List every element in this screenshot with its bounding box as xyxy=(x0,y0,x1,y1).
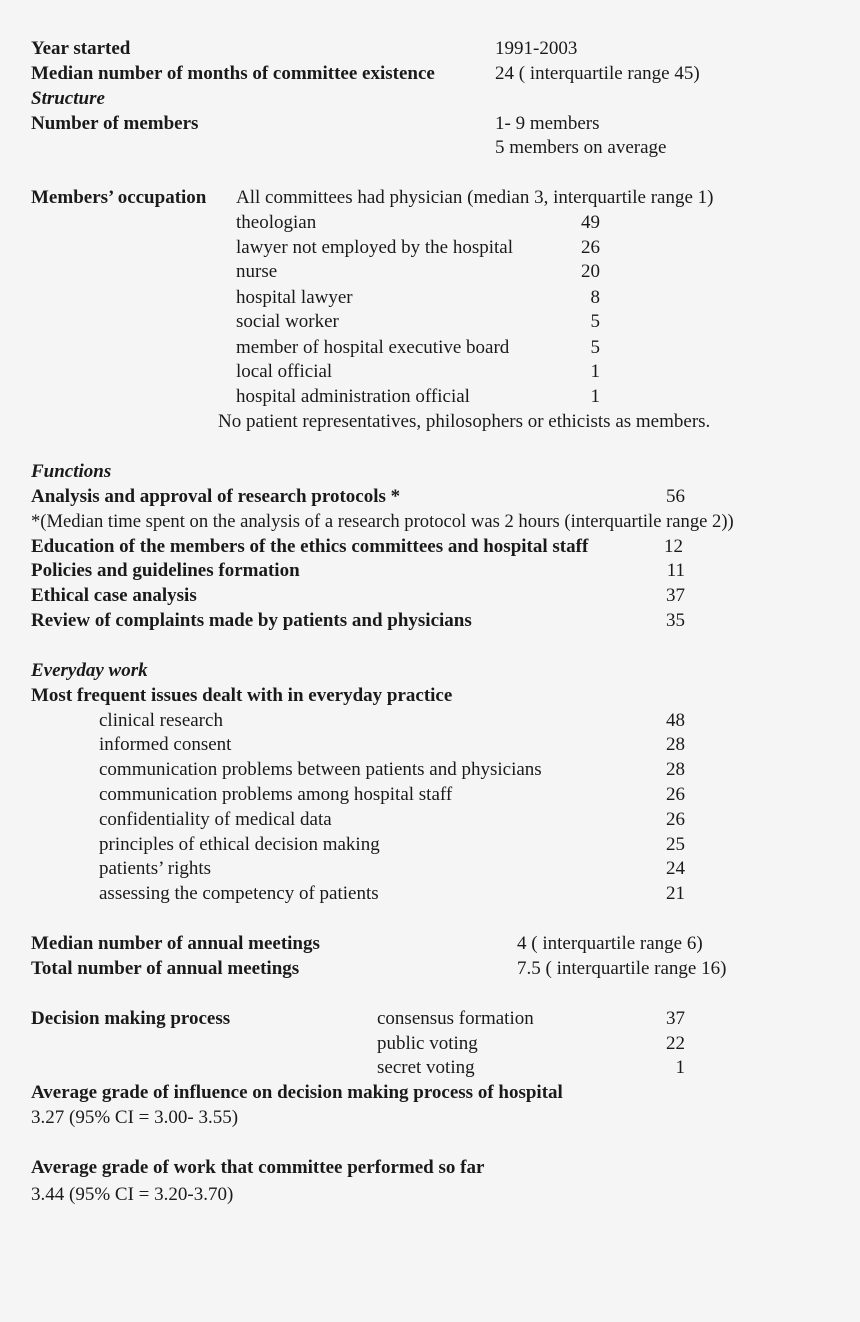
occupation-name: hospital lawyer xyxy=(236,287,353,308)
members-range-value: 1- 9 members xyxy=(495,113,600,134)
policies-label: Policies and guidelines formation xyxy=(31,560,300,581)
year-started-value: 1991-2003 xyxy=(495,38,578,59)
issue-name: communication problems among hospital staff xyxy=(99,784,453,805)
issue-count: 26 xyxy=(666,784,685,805)
issue-count: 28 xyxy=(666,759,685,780)
decision-method: secret voting xyxy=(377,1057,475,1078)
research-protocols-label: Analysis and approval of research protocols * xyxy=(31,486,401,507)
education-label: Education of the members of the ethics committees and hospital staff xyxy=(31,536,589,557)
education-value: 12 xyxy=(664,536,683,557)
issue-count: 25 xyxy=(666,834,685,855)
research-protocols-value: 56 xyxy=(666,486,685,507)
influence-label: Average grade of influence on decision making process of hospital xyxy=(31,1082,563,1103)
members-label: Number of members xyxy=(31,113,199,134)
issue-count: 48 xyxy=(666,710,685,731)
issue-count: 21 xyxy=(666,883,685,904)
total-meetings-label: Total number of annual meetings xyxy=(31,958,300,979)
decision-count: 22 xyxy=(666,1033,685,1054)
members-average-value: 5 members on average xyxy=(495,137,667,158)
median-months-label: Median number of months of committee existence xyxy=(31,63,435,84)
occupation-note: No patient representatives, philosophers or ethicists as members. xyxy=(218,411,711,432)
issue-count: 28 xyxy=(666,734,685,755)
decision-count: 1 xyxy=(675,1057,685,1078)
decision-count: 37 xyxy=(666,1008,685,1029)
policies-value: 11 xyxy=(666,560,685,581)
issue-name: informed consent xyxy=(99,734,232,755)
issue-name: patients’ rights xyxy=(99,858,212,879)
occupation-count: 20 xyxy=(581,261,600,282)
occupation-name: theologian xyxy=(236,212,317,233)
decision-process-label: Decision making process xyxy=(31,1008,231,1029)
occupation-name: social worker xyxy=(236,311,339,332)
case-analysis-label: Ethical case analysis xyxy=(31,585,197,606)
occupation-name: local official xyxy=(236,361,333,382)
everyday-heading: Everyday work xyxy=(31,660,148,681)
issue-name: clinical research xyxy=(99,710,223,731)
occupation-count: 26 xyxy=(581,237,600,258)
occupation-count: 5 xyxy=(590,337,600,358)
complaints-value: 35 xyxy=(666,610,685,631)
influence-value: 3.27 (95% CI = 3.00- 3.55) xyxy=(31,1107,239,1128)
occupation-name: member of hospital executive board xyxy=(236,337,510,358)
case-analysis-value: 37 xyxy=(666,585,685,606)
work-grade-value: 3.44 (95% CI = 3.20-3.70) xyxy=(31,1184,234,1205)
issue-count: 24 xyxy=(666,858,685,879)
issue-name: principles of ethical decision making xyxy=(99,834,380,855)
median-months-value: 24 ( interquartile range 45) xyxy=(495,63,700,84)
decision-method: consensus formation xyxy=(377,1008,534,1029)
occupation-intro: All committees had physician (median 3, interquartile range 1) xyxy=(236,187,714,208)
occupation-count: 49 xyxy=(581,212,600,233)
everyday-subheading: Most frequent issues dealt with in everyday practice xyxy=(31,685,453,706)
median-meetings-label: Median number of annual meetings xyxy=(31,933,320,954)
issue-name: assessing the competency of patients xyxy=(99,883,379,904)
functions-heading: Functions xyxy=(31,461,112,482)
issue-count: 26 xyxy=(666,809,685,830)
occupation-name: lawyer not employed by the hospital xyxy=(236,237,514,258)
structure-heading: Structure xyxy=(31,88,105,109)
occupation-count: 1 xyxy=(590,386,600,407)
issue-name: communication problems between patients and physicians xyxy=(99,759,542,780)
occupation-count: 1 xyxy=(590,361,600,382)
complaints-label: Review of complaints made by patients and physicians xyxy=(31,610,472,631)
year-started-label: Year started xyxy=(31,38,131,59)
occupation-name: nurse xyxy=(236,261,278,282)
occupation-count: 5 xyxy=(590,311,600,332)
occupation-count: 8 xyxy=(590,287,600,308)
decision-method: public voting xyxy=(377,1033,478,1054)
median-meetings-value: 4 ( interquartile range 6) xyxy=(517,933,703,954)
occupation-label: Members’ occupation xyxy=(31,187,207,208)
occupation-name: hospital administration official xyxy=(236,386,470,407)
research-footnote: *(Median time spent on the analysis of a research protocol was 2 hours (interquartile range 2)) xyxy=(31,511,734,532)
total-meetings-value: 7.5 ( interquartile range 16) xyxy=(517,958,727,979)
issue-name: confidentiality of medical data xyxy=(99,809,332,830)
work-grade-label: Average grade of work that committee performed so far xyxy=(31,1157,485,1178)
